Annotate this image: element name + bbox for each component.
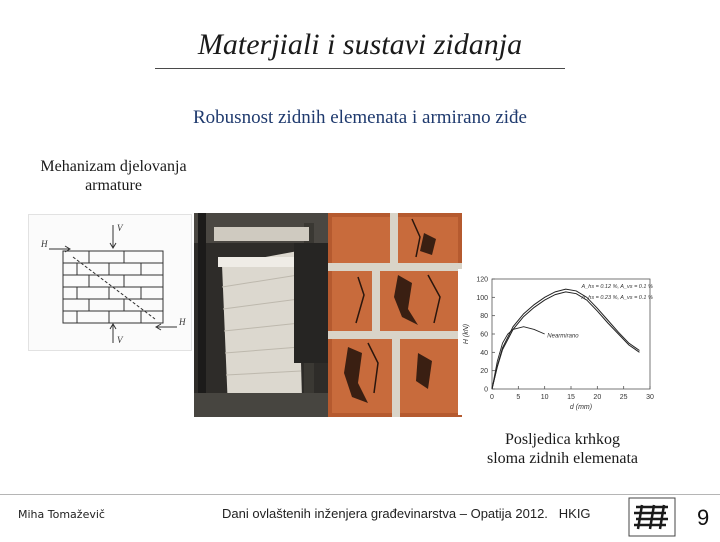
chart-plot xyxy=(458,269,660,415)
x-tick-label: 5 xyxy=(516,394,521,401)
y-tick-label: 100 xyxy=(476,294,488,302)
diagram-label-h-bottom: H xyxy=(179,317,186,327)
footer-divider xyxy=(0,494,720,495)
x-tick-label: 20 xyxy=(593,394,602,401)
legend-series-1: A_hs = 0.12 %, A_vs = 0.1 % xyxy=(581,284,653,291)
legend-series-3: Nearmirano xyxy=(547,333,579,340)
failure-caption xyxy=(455,430,670,468)
y-tick-label: 120 xyxy=(476,276,488,284)
load-displacement-chart xyxy=(458,269,660,415)
masonry-wall-test-photo xyxy=(194,213,328,417)
x-tick-label: 25 xyxy=(619,394,628,401)
diagram-label-v-top: V xyxy=(117,223,123,233)
footer-conference xyxy=(222,506,591,521)
page-number: 9 xyxy=(697,505,710,530)
title-underline xyxy=(155,68,565,69)
masonry-wall-test-image xyxy=(194,213,328,417)
y-tick-label: 60 xyxy=(480,331,488,339)
series-line-2 xyxy=(492,292,639,389)
slide-subtitle: Robusnost zidnih elemenata i armirano ziđe xyxy=(193,107,527,128)
y-tick-label: 80 xyxy=(480,313,488,321)
failure-caption-line1: Posljedica krhkog xyxy=(504,431,621,448)
footer-author: Miha Tomaževič xyxy=(18,508,105,521)
x-tick-label: 30 xyxy=(646,394,654,401)
hkig-logo-icon xyxy=(628,497,676,537)
y-axis-label: H (kN) xyxy=(463,323,470,345)
footer-conference-name: Dani ovlaštenih inženjera građevinarstva – Opatija 2012. xyxy=(222,506,548,521)
y-tick-label: 0 xyxy=(484,386,488,394)
cracked-masonry-image xyxy=(328,213,462,417)
reinforcement-diagram xyxy=(28,214,192,351)
mechanism-label-line1: Mehanizam djelovanja xyxy=(40,158,187,175)
cracked-masonry-photo xyxy=(328,213,462,417)
x-tick-label: 15 xyxy=(567,394,575,401)
hkig-logo xyxy=(628,497,676,537)
failure-caption-line2: sloma zidnih elemenata xyxy=(486,450,639,467)
x-tick-label: 0 xyxy=(490,394,494,401)
slide-title: Materjiali i sustavi zidanja xyxy=(197,28,523,61)
footer-org: HKIG xyxy=(558,506,591,521)
mechanism-label-line2: armature xyxy=(85,177,142,194)
diagram-label-v-bottom: V xyxy=(117,335,123,345)
x-tick-label: 10 xyxy=(540,394,549,401)
mechanism-label xyxy=(16,157,211,195)
x-axis-label: d (mm) xyxy=(569,404,593,411)
legend-series-2: A_hs = 0.23 %, A_vs = 0.1 % xyxy=(581,295,653,302)
diagram-label-h-top: H xyxy=(41,239,48,249)
y-tick-label: 40 xyxy=(480,349,488,357)
reinforcement-diagram-drawing xyxy=(29,215,191,350)
y-tick-label: 20 xyxy=(480,368,488,376)
